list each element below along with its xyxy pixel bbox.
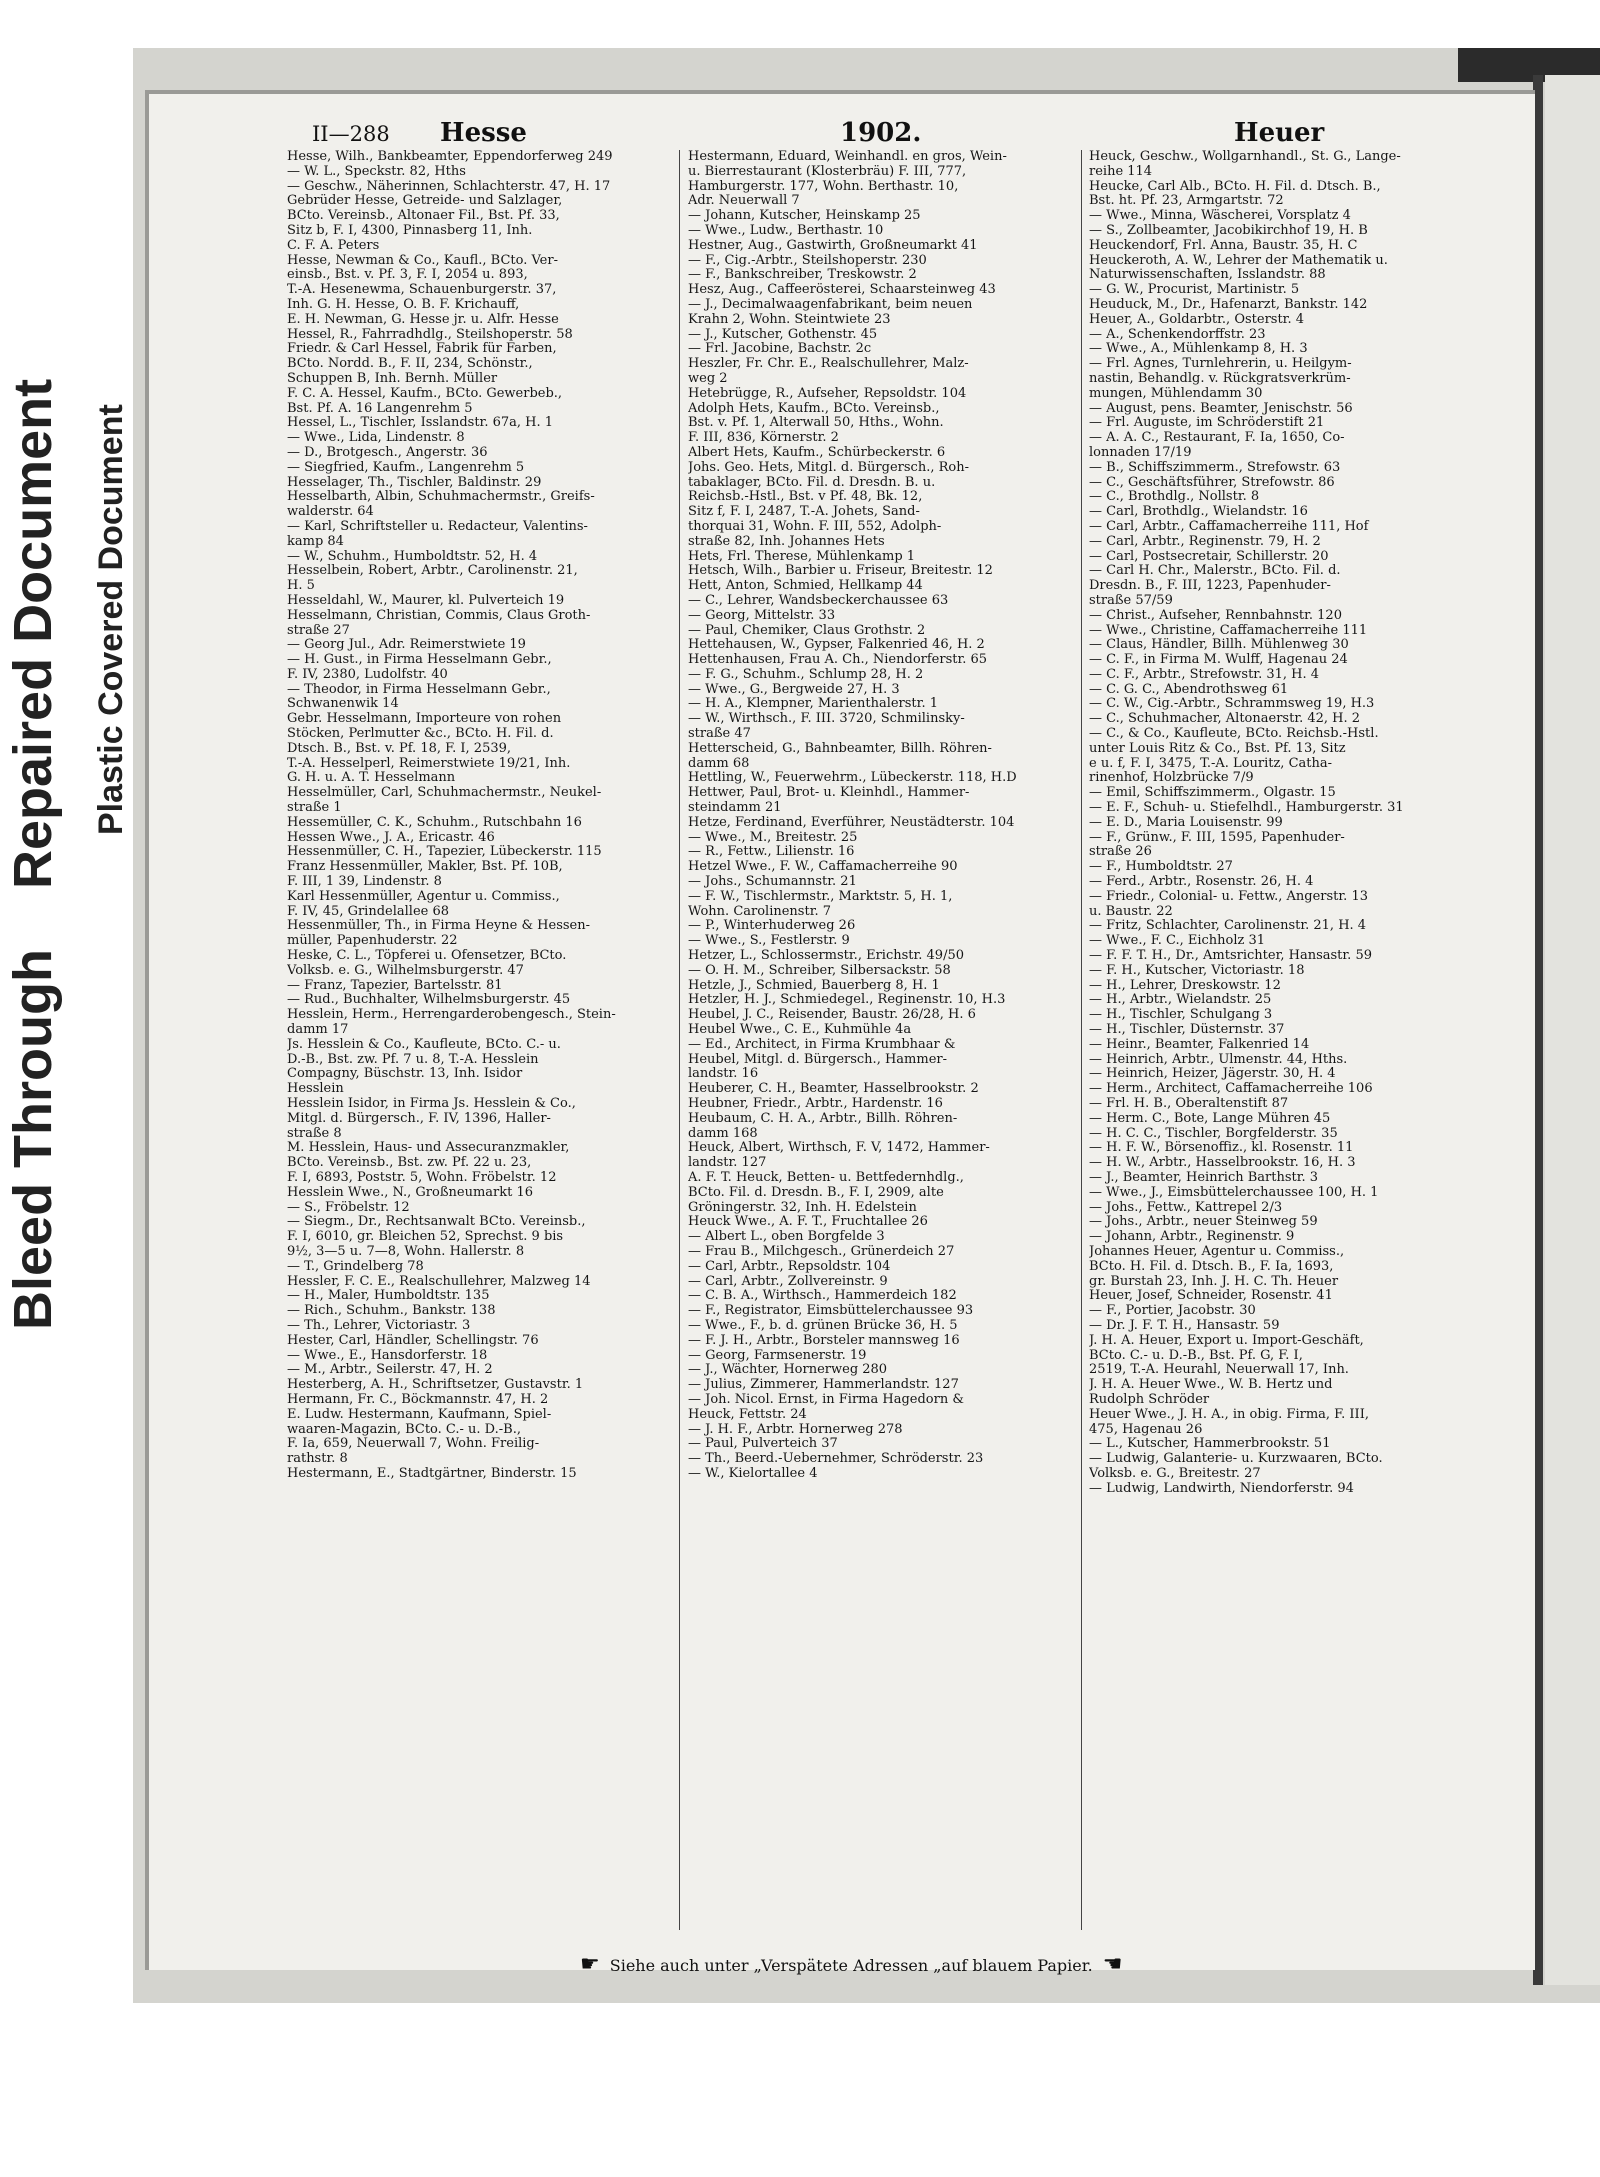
directory-entry-line: Heubel, J. C., Reisender, Baustr. 26/28, H. 6 — [688, 1008, 976, 1023]
directory-entry-line: Hessenmüller, C. H., Tapezier, Lübeckerstr. 115 — [287, 845, 602, 860]
directory-entry-line: Hessler, F. C. E., Realschullehrer, Malzweg 14 — [287, 1274, 591, 1289]
directory-entry-line: — H. W., Arbtr., Hasselbrookstr. 16, H. 3 — [1089, 1156, 1356, 1171]
directory-entry-line: — Heinrich, Heizer, Jägerstr. 30, H. 4 — [1089, 1067, 1336, 1082]
directory-entry-line: Hesselmann, Christian, Commis, Claus Groth- — [287, 608, 591, 623]
directory-entry-line: nastin, Behandlg. v. Rückgratsverkrüm- — [1089, 371, 1351, 386]
directory-entry-line: — H. C. C., Tischler, Borgfelderstr. 35 — [1089, 1126, 1338, 1141]
left-running-heading: Hesse — [440, 118, 527, 148]
directory-entry-line: F. IV, 45, Grindelallee 68 — [287, 904, 450, 919]
directory-entry-line: — Wwe., A., Mühlenkamp 8, H. 3 — [1089, 342, 1308, 357]
directory-entry-line: landstr. 16 — [688, 1067, 759, 1082]
directory-entry-line: straße 57/59 — [1089, 593, 1173, 608]
directory-entry-line: Hesz, Aug., Caffeerösterei, Schaarsteinweg 43 — [688, 283, 996, 298]
directory-entry-line: 9½, 3—5 u. 7—8, Wohn. Hallerstr. 8 — [287, 1244, 525, 1259]
directory-entry-line: — J., Wächter, Hornerweg 280 — [688, 1363, 888, 1378]
directory-entry-line: — S., Fröbelstr. 12 — [287, 1200, 410, 1215]
year-heading: 1902. — [840, 118, 922, 148]
directory-entry-line: Naturwissenschaften, Isslandstr. 88 — [1089, 268, 1326, 283]
directory-entry-line: — F., Portier, Jacobstr. 30 — [1089, 1304, 1256, 1319]
adjacent-page-edge — [1545, 75, 1600, 1985]
directory-entry-line: F. I, 6893, Poststr. 5, Wohn. Fröbelstr. 12 — [287, 1170, 557, 1185]
directory-entry-line: Hesslein — [287, 1082, 344, 1097]
directory-entry-line: — Christ., Aufseher, Rennbahnstr. 120 — [1089, 608, 1342, 623]
directory-entry-line: müller, Papenhuderstr. 22 — [287, 934, 458, 949]
directory-entry-line: Hesse, Newman & Co., Kaufl., BCto. Ver- — [287, 253, 558, 268]
plastic-covered-label: Plastic Covered Document — [92, 404, 130, 835]
directory-entry-line: — P., Winterhuderweg 26 — [688, 919, 856, 934]
directory-entry-line: — Wwe., J., Eimsbüttelerchaussee 100, H. 1 — [1089, 1185, 1379, 1200]
page-top-edge — [145, 90, 1535, 94]
directory-entry-line: — Paul, Chemiker, Claus Grothstr. 2 — [688, 623, 926, 638]
directory-entry-line: — Wwe., F. C., Eichholz 31 — [1089, 934, 1266, 949]
directory-entry-line: — Siegm., Dr., Rechtsanwalt BCto. Vereinsb., — [287, 1215, 586, 1230]
right-running-heading: Heuer — [1234, 118, 1325, 148]
directory-entry-line: — W., Schuhm., Humboldtstr. 52, H. 4 — [287, 549, 538, 564]
directory-entry-line: Bst. ht. Pf. 23, Armgartstr. 72 — [1089, 194, 1284, 209]
directory-entry-line: — C. G. C., Abendrothsweg 61 — [1089, 682, 1289, 697]
directory-entry-line: — Wwe., S., Festlerstr. 9 — [688, 934, 850, 949]
directory-entry-line: Hets, Frl. Therese, Mühlenkamp 1 — [688, 549, 916, 564]
directory-entry-line: Hetzer, L., Schlossermstr., Erichstr. 49/50 — [688, 949, 965, 964]
directory-entry-line: — Frl. H. B., Oberaltenstift 87 — [1089, 1097, 1289, 1111]
directory-entry-line: Hetzler, H. J., Schmiedegel., Reginenstr. 10, H.3 — [688, 993, 1006, 1008]
directory-entry-line: — Ludwig, Galanterie- u. Kurzwaaren, BCto. — [1089, 1452, 1383, 1467]
directory-entry-line: 2519, T.-A. Heurahl, Neuerwall 17, Inh. — [1089, 1363, 1349, 1378]
directory-entry-line: — Johann, Arbtr., Reginenstr. 9 — [1089, 1230, 1295, 1245]
directory-entry-line: — Georg Jul., Adr. Reimerstwiete 19 — [287, 638, 526, 653]
directory-entry-line: — Claus, Händler, Billh. Mühlenweg 30 — [1089, 638, 1349, 653]
directory-entry-line: — Wwe., Ludw., Berthastr. 10 — [688, 223, 884, 238]
directory-entry-line: Heucke, Carl Alb., BCto. H. Fil. d. Dtsch. B., — [1089, 179, 1381, 194]
directory-entry-line: — Wwe., G., Bergweide 27, H. 3 — [688, 682, 900, 697]
directory-entry-line: — Georg, Mittelstr. 33 — [688, 608, 836, 623]
directory-entry-line: Inh. G. H. Hesse, O. B. F. Krichauff, — [287, 297, 520, 312]
directory-entry-line: tabaklager, BCto. Fil. d. Dresdn. B. u. — [688, 475, 936, 490]
directory-entry-line: — F. G., Schuhm., Schlump 28, H. 2 — [688, 667, 924, 682]
directory-entry-line: — C. F., Arbtr., Strefowstr. 31, H. 4 — [1089, 667, 1320, 682]
directory-entry-line: Dtsch. B., Bst. v. Pf. 18, F. I, 2539, — [287, 741, 512, 756]
directory-entry-line: E. H. Newman, G. Hesse jr. u. Alfr. Hesse — [287, 312, 559, 327]
directory-entry-line: — F., Registrator, Eimsbüttelerchaussee 93 — [688, 1304, 974, 1319]
directory-entry-line: — H. F. W., Börsenoffiz., kl. Rosenstr. 11 — [1089, 1141, 1354, 1156]
directory-entry-line: Hesseldahl, W., Maurer, kl. Pulverteich 19 — [287, 593, 565, 608]
directory-entry-line: Rudolph Schröder — [1089, 1392, 1210, 1407]
directory-entry-line: D.-B., Bst. zw. Pf. 7 u. 8, T.-A. Hesslein — [287, 1052, 539, 1067]
directory-entry-line: — Carl, Arbtr., Caffamacherreihe 111, Hof — [1089, 519, 1369, 534]
directory-entry-line: — Carl, Brothdlg., Wielandstr. 16 — [1089, 505, 1308, 520]
directory-entry-line: — Ed., Architect, in Firma Krumbhaar & — [688, 1037, 956, 1052]
directory-entry-line: u. Bierrestaurant (Klosterbräu) F. III, 777, — [688, 164, 967, 179]
directory-entry-line: Schwanenwik 14 — [287, 697, 399, 712]
directory-entry-line: — C., & Co., Kaufleute, BCto. Reichsb.-Hstl. — [1089, 727, 1379, 742]
directory-column-1 — [287, 150, 669, 1482]
directory-entry-line: Hetebrügge, R., Aufseher, Repsoldstr. 104 — [688, 386, 967, 401]
directory-entry-line: straße 26 — [1089, 845, 1152, 860]
directory-entry-line: — Franz, Tapezier, Bartelsstr. 81 — [287, 978, 503, 993]
directory-entry-line: reihe 114 — [1089, 164, 1153, 179]
directory-entry-line: Gröningerstr. 32, Inh. H. Edelstein — [688, 1200, 917, 1215]
directory-entry-line: — G. W., Procurist, Martinistr. 5 — [1089, 283, 1300, 298]
directory-entry-line: Heuckeroth, A. W., Lehrer der Mathematik u. — [1089, 253, 1388, 268]
directory-entry-line: Johs. Geo. Hets, Mitgl. d. Bürgersch., Roh- — [688, 460, 969, 475]
directory-entry-line: — C. B. A., Wirthsch., Hammerdeich 182 — [688, 1289, 957, 1304]
directory-entry-line: Compagny, Büschstr. 13, Inh. Isidor — [287, 1067, 523, 1082]
directory-entry-line: — C. F., in Firma M. Wulff, Hagenau 24 — [1089, 653, 1348, 668]
directory-entry-line: — Wwe., M., Breitestr. 25 — [688, 830, 858, 845]
directory-entry-line: — Th., Beerd.-Uebernehmer, Schröderstr. 23 — [688, 1452, 984, 1467]
directory-entry-line: Franz Hessenmüller, Makler, Bst. Pf. 10B, — [287, 860, 563, 875]
directory-entry-line: F. IV, 2380, Ludolfstr. 40 — [287, 667, 448, 682]
directory-entry-line: Friedr. & Carl Hessel, Fabrik für Farben, — [287, 342, 557, 357]
directory-entry-line: BCto. Vereinsb., Altonaer Fil., Bst. Pf. 33, — [287, 209, 560, 224]
directory-entry-line: straße 1 — [287, 801, 342, 816]
directory-entry-line: Hetterscheid, G., Bahnbeamter, Billh. Röhren- — [688, 741, 992, 756]
directory-entry-line: einsb., Bst. v. Pf. 3, F. I, 2054 u. 893, — [287, 268, 528, 283]
directory-entry-line: Hesslein Isidor, in Firma Js. Hesslein & Co., — [287, 1097, 576, 1111]
directory-entry-line: Gebr. Hesselmann, Importeure von rohen — [287, 712, 562, 727]
directory-entry-line: mungen, Mühlendamm 30 — [1089, 386, 1263, 401]
directory-entry-line: — Th., Lehrer, Victoriastr. 3 — [287, 1318, 471, 1333]
directory-entry-line: — Johann, Kutscher, Heinskamp 25 — [688, 209, 921, 224]
directory-entry-line: Heubaum, C. H. A., Arbtr., Billh. Röhren- — [688, 1111, 958, 1126]
directory-entry-line: — T., Grindelberg 78 — [287, 1259, 424, 1274]
directory-entry-line: Hetzle, J., Schmied, Bauerberg 8, H. 1 — [688, 978, 940, 993]
directory-entry-line: — Carl, Postsecretair, Schillerstr. 20 — [1089, 549, 1329, 564]
directory-entry-line: — Friedr., Colonial- u. Fettw., Angerstr. 13 — [1089, 889, 1368, 904]
directory-entry-line: F. III, 836, Körnerstr. 2 — [688, 431, 839, 446]
directory-entry-line: Wohn. Carolinenstr. 7 — [688, 904, 832, 919]
directory-entry-line: Hesterberg, A. H., Schriftsetzer, Gustavstr. 1 — [287, 1378, 584, 1393]
directory-entry-line: — W., Wirthsch., F. III. 3720, Schmilinsky- — [688, 712, 965, 727]
directory-entry-line: — F., Grünw., F. III, 1595, Papenhuder- — [1089, 830, 1345, 845]
directory-entry-line: Heuer, A., Goldarbtr., Osterstr. 4 — [1089, 312, 1304, 327]
directory-entry-line: — R., Fettw., Lilienstr. 16 — [688, 845, 855, 860]
directory-entry-line: — W., Kielortallee 4 — [688, 1466, 818, 1481]
directory-entry-line: — Dr. J. F. T. H., Hansastr. 59 — [1089, 1318, 1280, 1333]
directory-entry-line: steindamm 21 — [688, 801, 782, 816]
directory-entry-line: J. H. A. Heuer Wwe., W. B. Hertz und — [1089, 1378, 1333, 1393]
directory-entry-line: BCto. Vereinsb., Bst. zw. Pf. 22 u. 23, — [287, 1156, 532, 1171]
directory-entry-line: Hamburgerstr. 177, Wohn. Berthastr. 10, — [688, 179, 959, 194]
directory-entry-line: Mitgl. d. Bürgersch., F. IV, 1396, Haller- — [287, 1111, 551, 1126]
directory-entry-line: — J., Decimalwaagenfabrikant, beim neuen — [688, 297, 973, 312]
directory-entry-line: Hetze, Ferdinand, Everführer, Neustädterstr. 104 — [688, 815, 1015, 830]
directory-entry-line: Js. Hesslein & Co., Kaufleute, BCto. C.- u. — [287, 1037, 561, 1052]
directory-entry-line: Volksb. e. G., Wilhelmsburgerstr. 47 — [287, 963, 524, 978]
directory-entry-line: — Ferd., Arbtr., Rosenstr. 26, H. 4 — [1089, 875, 1314, 890]
directory-entry-line: — F. J. H., Arbtr., Borsteler mannsweg 16 — [688, 1333, 960, 1348]
directory-entry-line: u. Baustr. 22 — [1089, 904, 1173, 919]
directory-entry-line: Hesselager, Th., Tischler, Baldinstr. 29 — [287, 475, 542, 490]
directory-entry-line: Volksb. e. G., Breitestr. 27 — [1089, 1466, 1261, 1481]
directory-entry-line: Sitz f, F. I, 2487, T.-A. Johets, Sand- — [688, 505, 920, 520]
directory-entry-line: — O. H. M., Schreiber, Silbersackstr. 58 — [688, 963, 951, 978]
directory-entry-line: — C., Lehrer, Wandsbeckerchaussee 63 — [688, 593, 949, 608]
directory-entry-line: Heske, C. L., Töpferei u. Ofensetzer, BCto. — [287, 949, 567, 964]
directory-entry-line: Heubner, Friedr., Arbtr., Hardenstr. 16 — [688, 1097, 943, 1111]
directory-entry-line: Hessel, L., Tischler, Isslandstr. 67a, H. 1 — [287, 416, 554, 431]
directory-entry-line: H. 5 — [287, 579, 315, 594]
directory-entry-line: F. Ia, 659, Neuerwall 7, Wohn. Freilig- — [287, 1437, 540, 1452]
page-number: II—288 — [312, 122, 390, 146]
directory-entry-line: F. III, 1 39, Lindenstr. 8 — [287, 875, 442, 890]
directory-entry-line: — Herm., Architect, Caffamacherreihe 106 — [1089, 1082, 1373, 1097]
directory-entry-line: — Rich., Schuhm., Bankstr. 138 — [287, 1304, 496, 1319]
directory-entry-line: Hetzel Wwe., F. W., Caffamacherreihe 90 — [688, 860, 958, 875]
directory-entry-line: — W. L., Speckstr. 82, Hths — [287, 164, 466, 179]
directory-entry-line: C. F. A. Peters — [287, 238, 380, 253]
directory-entry-line: — Frl. Auguste, im Schröderstift 21 — [1089, 416, 1325, 431]
directory-entry-line: — Wwe., Christine, Caffamacherreihe 111 — [1089, 623, 1368, 638]
directory-entry-line: thorquai 31, Wohn. F. III, 552, Adolph- — [688, 519, 942, 534]
directory-entry-line: BCto. Fil. d. Dresdn. B., F. I, 2909, alte — [688, 1185, 944, 1200]
directory-entry-line: — Carl, Arbtr., Reginenstr. 79, H. 2 — [1089, 534, 1321, 549]
directory-entry-line: J. H. A. Heuer, Export u. Import-Geschäft, — [1089, 1333, 1364, 1348]
directory-entry-line: Heuduck, M., Dr., Hafenarzt, Bankstr. 142 — [1089, 297, 1368, 312]
repaired-document-text: Repaired Document — [3, 378, 63, 890]
directory-entry-line: Bst. Pf. A. 16 Langenrehm 5 — [287, 401, 473, 416]
directory-entry-line: — J., Beamter, Heinrich Barthstr. 3 — [1089, 1170, 1319, 1185]
directory-entry-line: — Carl, Arbtr., Zollvereinstr. 9 — [688, 1274, 888, 1289]
directory-entry-line: — S., Zollbeamter, Jacobikirchhof 19, H. B — [1089, 223, 1368, 238]
directory-entry-line: — H., Arbtr., Wielandstr. 25 — [1089, 993, 1272, 1008]
directory-entry-line: walderstr. 64 — [287, 505, 374, 520]
directory-entry-line: Dresdn. B., F. III, 1223, Papenhuder- — [1089, 579, 1331, 594]
directory-entry-line: — Johs., Schumannstr. 21 — [688, 875, 857, 890]
directory-entry-line: straße 8 — [287, 1126, 342, 1141]
directory-entry-line: unter Louis Ritz & Co., Bst. Pf. 13, Sitz — [1089, 741, 1346, 756]
directory-entry-line: Sitz b, F. I, 4300, Pinnasberg 11, Inh. — [287, 223, 533, 238]
directory-entry-line: Hessemüller, C. K., Schuhm., Rutschbahn 16 — [287, 815, 582, 830]
directory-entry-line: — Fritz, Schlachter, Carolinenstr. 21, H. 4 — [1089, 919, 1367, 934]
directory-entry-line: — J. H. F., Arbtr. Hornerweg 278 — [688, 1422, 903, 1437]
directory-entry-line: Hessel, R., Fahrradhdlg., Steilshoperstr. 58 — [287, 327, 573, 342]
directory-entry-line: Hettenhausen, Frau A. Ch., Niendorferstr. 65 — [688, 653, 988, 668]
directory-entry-line: Hesslein Wwe., N., Großneumarkt 16 — [287, 1185, 534, 1200]
directory-entry-line: — E. F., Schuh- u. Stiefelhdl., Hamburgerstr. 31 — [1089, 801, 1404, 816]
directory-entry-line: — E. D., Maria Louisenstr. 99 — [1089, 815, 1283, 830]
directory-entry-line: — Georg, Farmsenerstr. 19 — [688, 1348, 867, 1363]
directory-entry-line: Hesselbein, Robert, Arbtr., Carolinenstr. 21, — [287, 564, 578, 579]
directory-entry-line: Heszler, Fr. Chr. E., Realschullehrer, Malz- — [688, 357, 969, 372]
directory-entry-line: Heubel, Mitgl. d. Bürgersch., Hammer- — [688, 1052, 947, 1067]
directory-entry-line: — Heinr., Beamter, Falkenried 14 — [1089, 1037, 1310, 1052]
directory-entry-line: — August, pens. Beamter, Jenischstr. 56 — [1089, 401, 1353, 416]
page-left-edge — [145, 90, 149, 1970]
directory-entry-line: — H. Gust., in Firma Hesselmann Gebr., — [287, 653, 552, 668]
directory-entry-line: — C., Geschäftsführer, Strefowstr. 86 — [1089, 475, 1335, 490]
directory-entry-line: G. H. u. A. T. Hesselmann — [287, 771, 456, 786]
directory-entry-line: — Carl, Arbtr., Repsoldstr. 104 — [688, 1259, 891, 1274]
directory-entry-line: Heuck Wwe., A. F. T., Fruchtallee 26 — [688, 1215, 928, 1230]
directory-entry-line: BCto. H. Fil. d. Dtsch. B., F. Ia, 1693, — [1089, 1259, 1334, 1274]
directory-entry-line: — Karl, Schriftsteller u. Redacteur, Valentins- — [287, 519, 588, 534]
directory-entry-line: F. I, 6010, gr. Bleichen 52, Sprechst. 9 bis — [287, 1230, 564, 1245]
directory-entry-line: — F., Bankschreiber, Treskowstr. 2 — [688, 268, 917, 283]
directory-entry-line: Hestermann, E., Stadtgärtner, Binderstr. 15 — [287, 1466, 577, 1481]
directory-entry-line: rathstr. 8 — [287, 1452, 348, 1467]
directory-entry-line: — Heinrich, Arbtr., Ulmenstr. 44, Hths. — [1089, 1052, 1348, 1067]
directory-entry-line: — F. F. T. H., Dr., Amtsrichter, Hansastr. 59 — [1089, 949, 1372, 964]
directory-entry-line: weg 2 — [688, 371, 728, 386]
directory-entry-line: — F. W., Tischlermstr., Marktstr. 5, H. 1, — [688, 889, 953, 904]
footer-text: Siehe auch unter „Verspätete Adressen „auf blauem Papier. — [609, 1956, 1093, 1975]
directory-entry-line: — Frau B., Milchgesch., Grünerdeich 27 — [688, 1244, 955, 1259]
directory-entry-line: Hettwer, Paul, Brot- u. Kleinhdl., Hammer- — [688, 786, 970, 801]
directory-entry-line: — L., Kutscher, Hammerbrookstr. 51 — [1089, 1437, 1331, 1452]
directory-entry-line: Schuppen B, Inh. Bernh. Müller — [287, 371, 498, 386]
directory-entry-line: Heuer, Josef, Schneider, Rosenstr. 41 — [1089, 1289, 1333, 1304]
directory-entry-line: Hessen Wwe., J. A., Ericastr. 46 — [287, 830, 495, 845]
directory-entry-line: — F., Humboldtstr. 27 — [1089, 860, 1233, 875]
directory-entry-line: — F., Cig.-Arbtr., Steilshoperstr. 230 — [688, 253, 927, 268]
directory-entry-line: — A. A. C., Restaurant, F. Ia, 1650, Co- — [1089, 431, 1345, 446]
directory-entry-line: — Wwe., F., b. d. grünen Brücke 36, H. 5 — [688, 1318, 958, 1333]
directory-entry-line: — Johs., Fettw., Kattrepel 2/3 — [1089, 1200, 1283, 1215]
directory-entry-line: Hestermann, Eduard, Weinhandl. en gros, Wein- — [688, 150, 1007, 164]
directory-entry-line: Hettehausen, W., Gypser, Falkenried 46, H. 2 — [688, 638, 985, 653]
directory-entry-line: — Wwe., Lida, Lindenstr. 8 — [287, 431, 465, 446]
directory-column-2 — [688, 150, 1070, 1482]
directory-entry-line: damm 68 — [688, 756, 750, 771]
directory-entry-line: Albert Hets, Kaufm., Schürbeckerstr. 6 — [688, 445, 946, 460]
directory-entry-line: A. F. T. Heuck, Betten- u. Bettfedernhdlg., — [688, 1170, 964, 1185]
directory-entry-line: — Julius, Zimmerer, Hammerlandstr. 127 — [688, 1378, 959, 1393]
directory-entry-line: damm 168 — [688, 1126, 758, 1141]
directory-entry-line: F. C. A. Hessel, Kaufm., BCto. Gewerbeb., — [287, 386, 563, 401]
directory-column-3 — [1089, 150, 1473, 1497]
bleed-through-repaired-label — [2, 330, 64, 1330]
directory-entry-line: — H. A., Klempner, Marienthalerstr. 1 — [688, 697, 938, 712]
directory-entry-line: — J., Kutscher, Gothenstr. 45 — [688, 327, 878, 342]
directory-entry-line: Adolph Hets, Kaufm., BCto. Vereinsb., — [688, 401, 940, 416]
directory-entry-line: — H., Tischler, Düsternstr. 37 — [1089, 1023, 1285, 1038]
directory-entry-line: — D., Brotgesch., Angerstr. 36 — [287, 445, 488, 460]
directory-entry-line: — H., Lehrer, Dreskowstr. 12 — [1089, 978, 1281, 993]
directory-entry-line: Hesselbarth, Albin, Schuhmachermstr., Greifs- — [287, 490, 595, 505]
directory-entry-line: — C., Brothdlg., Nollstr. 8 — [1089, 490, 1260, 505]
directory-entry-line: lonnaden 17/19 — [1089, 445, 1192, 460]
directory-entry-line: kamp 84 — [287, 534, 344, 549]
pointing-hand-right-icon: ☛ — [580, 1952, 600, 1977]
directory-entry-line: Johannes Heuer, Agentur u. Commiss., — [1089, 1244, 1345, 1259]
directory-entry-line: — Wwe., Minna, Wäscherei, Vorsplatz 4 — [1089, 209, 1351, 224]
directory-entry-line: — Emil, Schiffszimmerm., Olgastr. 15 — [1089, 786, 1336, 801]
directory-entry-line: Hett, Anton, Schmied, Hellkamp 44 — [688, 579, 923, 594]
directory-entry-line: Hesse, Wilh., Bankbeamter, Eppendorferweg 249 — [287, 150, 613, 164]
directory-entry-line: Karl Hessenmüller, Agentur u. Commiss., — [287, 889, 560, 904]
directory-entry-line: — Frl. Jacobine, Bachstr. 2c — [688, 342, 872, 357]
directory-entry-line: straße 47 — [688, 727, 751, 742]
directory-entry-line: Heuckendorf, Frl. Anna, Baustr. 35, H. C — [1089, 238, 1358, 253]
directory-entry-line: BCto. Nordd. B., F. II, 234, Schönstr., — [287, 357, 533, 372]
directory-entry-line: landstr. 127 — [688, 1156, 767, 1171]
directory-entry-line: straße 82, Inh. Johannes Hets — [688, 534, 885, 549]
directory-entry-line: Hesselmüller, Carl, Schuhmachermstr., Neukel- — [287, 786, 602, 801]
directory-entry-line: — Albert L., oben Borgfelde 3 — [688, 1230, 885, 1245]
directory-entry-line: Hermann, Fr. C., Böckmannstr. 47, H. 2 — [287, 1392, 549, 1407]
directory-entry-line: Adr. Neuerwall 7 — [688, 194, 800, 209]
directory-entry-line: — Joh. Nicol. Ernst, in Firma Hagedorn & — [688, 1392, 964, 1407]
directory-entry-line: — Paul, Pulverteich 37 — [688, 1437, 838, 1452]
directory-entry-line: — Johs., Arbtr., neuer Steinweg 59 — [1089, 1215, 1318, 1230]
directory-entry-line: Hester, Carl, Händler, Schellingstr. 76 — [287, 1333, 539, 1348]
directory-entry-line: Heuck, Geschw., Wollgarnhandl., St. G., Lange- — [1089, 150, 1401, 164]
footer-note — [570, 1952, 1132, 1977]
directory-entry-line: Reichsb.-Hstl., Bst. v Pf. 48, Bk. 12, — [688, 490, 923, 505]
directory-entry-line: Hessenmüller, Th., in Firma Heyne & Hessen- — [287, 919, 591, 934]
directory-entry-line: T.-A. Hesenewma, Schauenburgerstr. 37, — [287, 283, 557, 298]
directory-entry-line: — F. H., Kutscher, Victoriastr. 18 — [1089, 963, 1305, 978]
directory-entry-line: Heuer Wwe., J. H. A., in obig. Firma, F. III, — [1089, 1407, 1369, 1422]
directory-entry-line: rinenhof, Holzbrücke 7/9 — [1089, 771, 1254, 786]
directory-entry-line: M. Hesslein, Haus- und Assecuranzmakler, — [287, 1141, 570, 1156]
directory-entry-line: Krahn 2, Wohn. Steintwiete 23 — [688, 312, 891, 327]
directory-entry-line: Stöcken, Perlmutter &c., BCto. H. Fil. d. — [287, 727, 554, 742]
directory-entry-line: damm 17 — [287, 1023, 349, 1038]
directory-entry-line: — B., Schiffszimmerm., Strefowstr. 63 — [1089, 460, 1341, 475]
directory-entry-line: Heubel Wwe., C. E., Kuhmühle 4a — [688, 1023, 912, 1038]
directory-entry-line: — Wwe., E., Hansdorferstr. 18 — [287, 1348, 488, 1363]
directory-entry-line: gr. Burstah 23, Inh. J. H. C. Th. Heuer — [1089, 1274, 1339, 1289]
directory-entry-line: Hesslein, Herm., Herrengarderobengesch., Stein- — [287, 1008, 616, 1023]
directory-entry-line: Hettling, W., Feuerwehrm., Lübeckerstr. 118, H.D — [688, 771, 1017, 786]
directory-entry-line: Hestner, Aug., Gastwirth, Großneumarkt 41 — [688, 238, 978, 253]
directory-entry-line: — Ludwig, Landwirth, Niendorferstr. 94 — [1089, 1481, 1354, 1496]
directory-entry-line: e u. f, F. I, 3475, T.-A. Louritz, Catha- — [1089, 756, 1333, 771]
directory-entry-line: — Herm. C., Bote, Lange Mühren 45 — [1089, 1111, 1331, 1126]
directory-entry-line: — H., Tischler, Schulgang 3 — [1089, 1008, 1273, 1023]
directory-entry-line: Heuck, Fettstr. 24 — [688, 1407, 807, 1422]
directory-entry-line: Bst. v. Pf. 1, Alterwall 50, Hths., Wohn. — [688, 416, 944, 431]
directory-entry-line: — Carl H. Chr., Malerstr., BCto. Fil. d. — [1089, 564, 1341, 579]
directory-entry-line: — Theodor, in Firma Hesselmann Gebr., — [287, 682, 551, 697]
bleed-through-text: Bleed Through — [3, 949, 63, 1330]
pointing-hand-left-icon: ☚ — [1102, 1952, 1123, 1977]
directory-entry-line: T.-A. Hesselperl, Reimerstwiete 19/21, Inh. — [287, 756, 571, 771]
directory-entry-line: — Geschw., Näherinnen, Schlachterstr. 47, H. 17 — [287, 179, 611, 194]
directory-entry-line: — Rud., Buchhalter, Wilhelmsburgerstr. 45 — [287, 993, 571, 1008]
directory-entry-line: BCto. C.- u. D.-B., Bst. Pf. G, F. I, — [1089, 1348, 1303, 1363]
directory-entry-line: — M., Arbtr., Seilerstr. 47, H. 2 — [287, 1363, 493, 1378]
directory-entry-line: Heuck, Albert, Wirthsch, F. V, 1472, Hammer- — [688, 1141, 990, 1156]
directory-entry-line: Heuberer, C. H., Beamter, Hasselbrookstr. 2 — [688, 1082, 979, 1097]
directory-entry-line: — C., Schuhmacher, Altonaerstr. 42, H. 2 — [1089, 712, 1361, 727]
directory-entry-line: E. Ludw. Hestermann, Kaufmann, Spiel- — [287, 1407, 552, 1422]
directory-entry-line: — A., Schenkendorffstr. 23 — [1089, 327, 1266, 342]
directory-entry-line: Hetsch, Wilh., Barbier u. Friseur, Breitestr. 12 — [688, 564, 993, 579]
directory-entry-line: — Siegfried, Kaufm., Langenrehm 5 — [287, 460, 525, 475]
directory-entry-line: 475, Hagenau 26 — [1089, 1422, 1203, 1437]
directory-entry-line: — H., Maler, Humboldtstr. 135 — [287, 1289, 490, 1304]
directory-entry-line: — C. W., Cig.-Arbtr., Schrammsweg 19, H.3 — [1089, 697, 1375, 712]
column-rule-1 — [679, 150, 680, 1930]
directory-entry-line: — Frl. Agnes, Turnlehrerin, u. Heilgym- — [1089, 357, 1352, 372]
directory-entry-line: waaren-Magazin, BCto. C.- u. D.-B., — [287, 1422, 521, 1437]
directory-entry-line: Gebrüder Hesse, Getreide- und Salzlager, — [287, 194, 563, 209]
directory-entry-line: straße 27 — [287, 623, 350, 638]
column-rule-2 — [1081, 150, 1082, 1930]
